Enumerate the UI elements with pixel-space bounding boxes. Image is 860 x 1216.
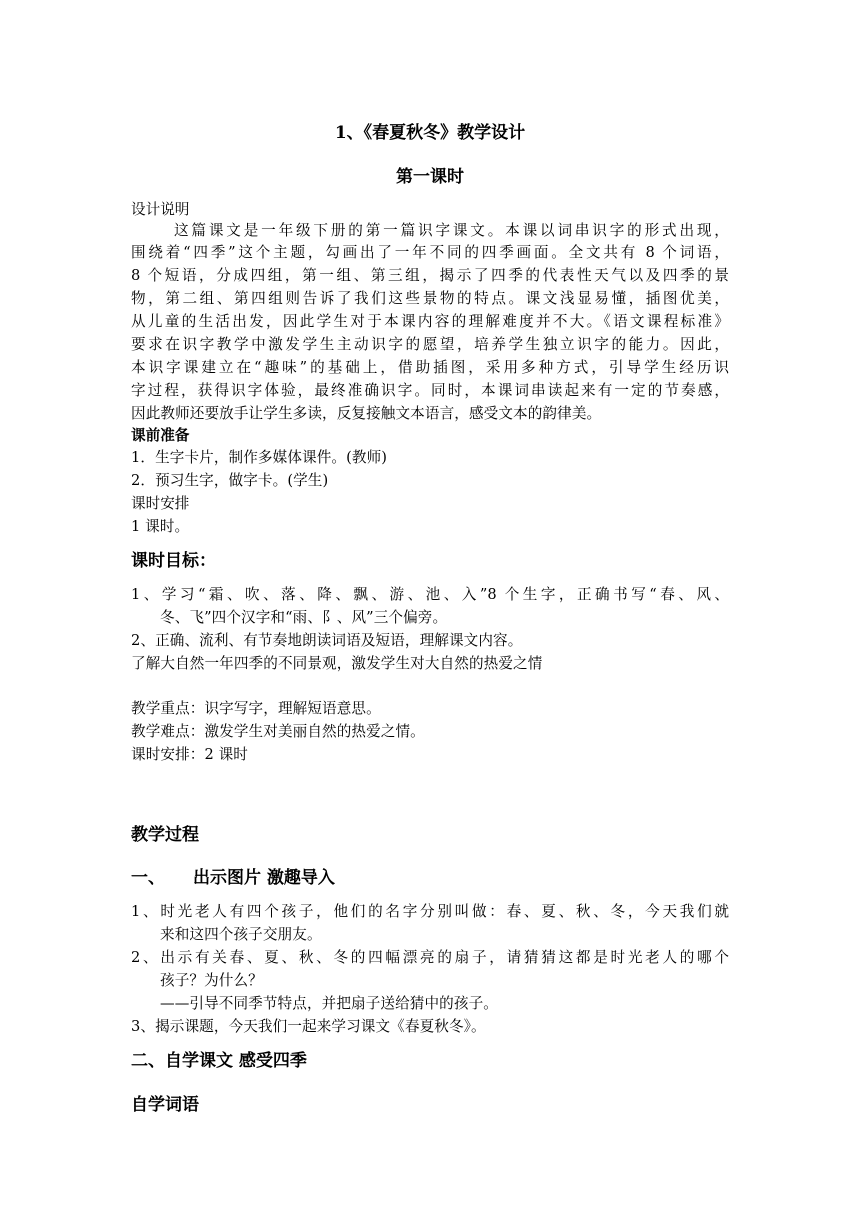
goal-item: 2、正确、流利、有节奏地朗读词语及短语，理解课文内容。 [131,632,523,649]
prep-item: 1．生字卡片，制作多媒体课件。(教师) [131,449,388,466]
section-1-item: ——引导不同季节特点，并把扇子送给猜中的孩子。 [160,995,498,1012]
document-title: 1、《春夏秋冬》教学设计 [334,123,526,143]
design-label: 设计说明 [131,201,190,218]
design-paragraph-line: 物，第二组、第四组则告诉了我们这些景物的特点。课文浅显易懂，插图优美， [131,290,729,307]
process-heading: 教学过程 [131,825,199,845]
prep-item: 2．预习生字，做字卡。(学生) [131,472,329,489]
design-paragraph-line: 字过程，获得识字体验，最终准确识字。同时，本课词串读起来有一定的节奏感， [131,382,729,399]
class-hours: 课时安排：2 课时 [131,746,248,763]
schedule-value: 1 课时。 [131,518,190,535]
difficult-point: 教学难点：激发学生对美丽自然的热爱之情。 [131,723,425,740]
design-paragraph-line: 这篇课文是一年级下册的第一篇识字课文。本课以词串识字的形式出现， [174,222,729,239]
lesson-subtitle: 第一课时 [396,167,464,187]
section-1-number: 一、 [131,868,165,888]
schedule-label: 课时安排 [131,495,190,512]
design-paragraph-line: 从儿童的生活出发，因此学生对于本课内容的理解难度并不大。《语文课程标准》 [131,313,729,330]
design-paragraph-line: 8 个短语，分成四组，第一组、第三组，揭示了四季的代表性天气以及四季的景 [131,267,729,284]
goal-item: 冬、飞”四个汉字和“雨、阝、风”三个偏旁。 [160,609,448,626]
design-paragraph-line: 围绕着“四季”这个主题，勾画出了一年不同的四季画面。全文共有 8 个词语， [131,244,729,261]
design-paragraph-line: 要求在识字教学中激发学生主动识字的愿望，培养学生独立识字的能力。因此， [131,336,729,353]
key-point: 教学重点：识字写字，理解短语意思。 [131,700,381,717]
design-paragraph-line: 本识字课建立在“趣味”的基础上，借助插图，采用多种方式，引导学生经历识 [131,359,729,376]
section-1-title: 出示图片 激趣导入 [193,868,335,888]
goals-heading: 课时目标： [131,551,216,571]
section-2-title: 二、自学课文 感受四季 [131,1051,307,1071]
section-1-item: 孩子？为什么？ [160,972,263,989]
goal-item: 1、学习“霜、吹、落、降、飘、游、池、入”8 个生字，正确书写“春、风、 [131,586,729,603]
section-1-item: 3、揭示课题，今天我们一起来学习课文《春夏秋冬》。 [131,1018,486,1035]
section-1-item: 来和这四个孩子交朋友。 [160,926,322,943]
design-paragraph-line: 因此教师还要放手让学生多读，反复接触文本语言，感受文本的韵律美。 [131,405,602,422]
goal-item: 了解大自然一年四季的不同景观，激发学生对大自然的热爱之情 [131,655,543,672]
prep-label: 课前准备 [131,427,190,444]
self-study-heading: 自学词语 [131,1095,199,1115]
section-1-item: 1、时光老人有四个孩子，他们的名字分别叫做：春、夏、秋、冬，今天我们就 [131,903,729,920]
section-1-item: 2、出示有关春、夏、秋、冬的四幅漂亮的扇子，请猜猜这都是时光老人的哪个 [131,949,729,966]
